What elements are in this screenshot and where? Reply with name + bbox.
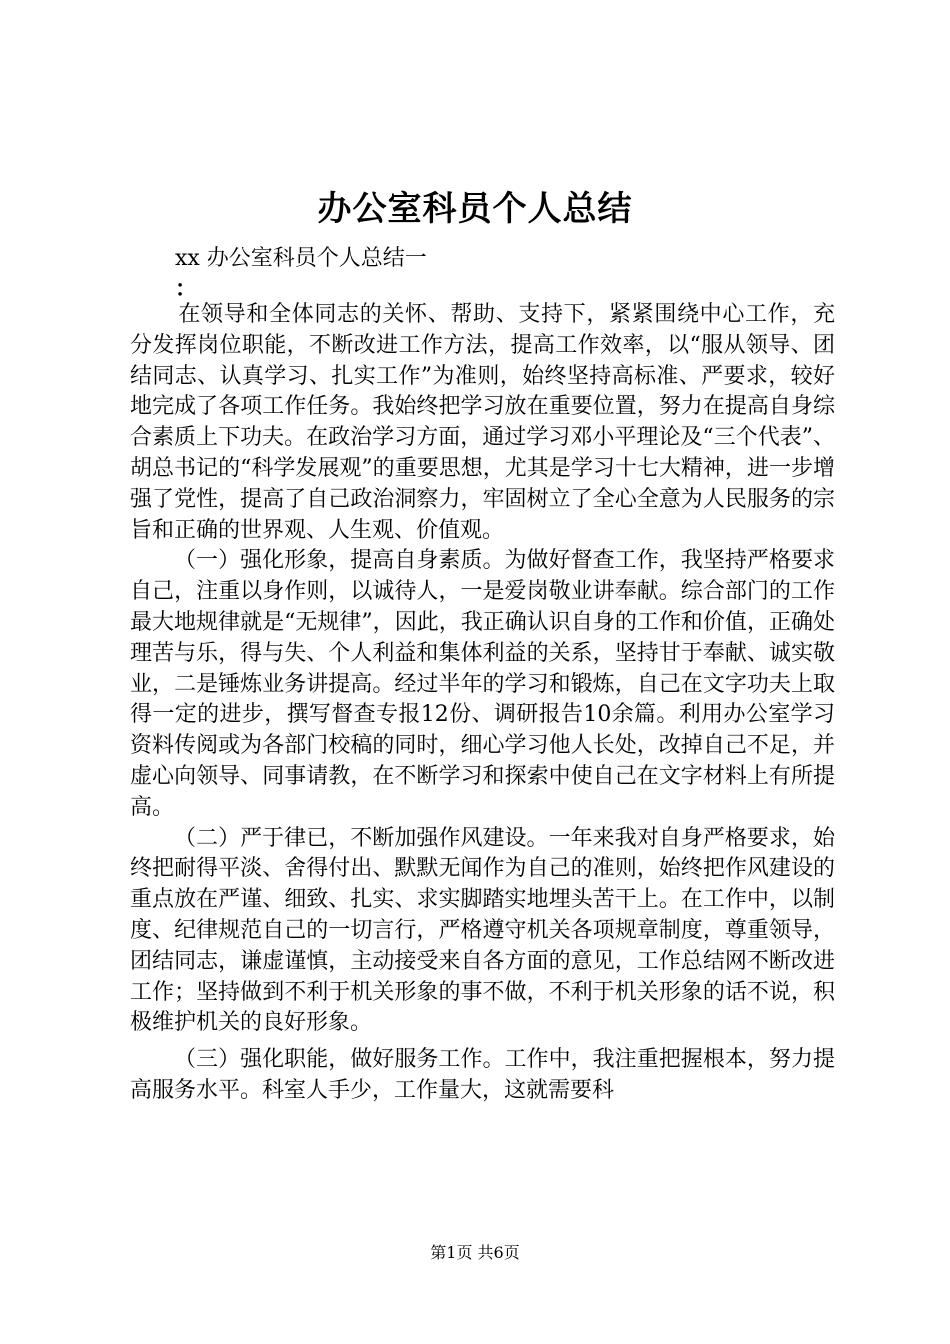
page-footer: 第1页 共6页 [430, 1243, 520, 1262]
document-title: 办公室科员个人总结 [317, 189, 633, 229]
document-body [130, 300, 835, 1107]
document-subtitle: xx 办公室科员个人总结一 [175, 246, 427, 271]
paragraph-section-1: （一）强化形象，提高自身素质。为做好督查工作，我坚持严格要求自己，注重以身作则，以诚待人，一是爱岗敬业讲奉献。综合部门的工作最大地规律就是“无规律”，因此，我正确认识自身的工作和价值，正确处理苦与乐，得与失、个人利益和集体利益的关系，坚持甘于奉献、诚实敬业，二是锤炼业务讲提高。经过半年的学习和锻炼，自己在文字功夫上取得一定的进步，撰写督查专报12份、调研报告10余篇。利用办公室学习资料传阅或为各部门校稿的同时，细心学习他人长处，改掉自己不足，并虚心向领导、同事请教，在不断学习和探索中使自己在文字材料上有所提高。 [130, 548, 835, 820]
paragraph-section-2: （二）严于律已，不断加强作风建设。一年来我对自身严格要求，始终把耐得平淡、舍得付出、默默无闻作为自己的准则，始终把作风建设的重点放在严谨、细致、扎实、求实脚踏实地埋头苦干上。在工作中，以制度、纪律规范自己的一切言行，严格遵守机关各项规章制度，尊重领导，团结同志，谦虚谨慎，主动接受来自各方面的意见，工作总结网不断改进工作；坚持做到不利于机关形象的事不做，不利于机关形象的话不说，积极维护机关的良好形象。 [130, 825, 835, 1036]
paragraph-intro: 在领导和全体同志的关怀、帮助、支持下，紧紧围绕中心工作，充分发挥岗位职能，不断改进工作方法，提高工作效率，以“服从领导、团结同志、认真学习、扎实工作”为准则，始终坚持高标准、严要求，较好地完成了各项工作任务。我始终把学习放在重要位置，努力在提高自身综合素质上下功夫。在政治学习方面，通过学习邓小平理论及“三个代表”、胡总书记的“科学发展观”的重要思想，尤其是学习十七大精神，进一步增强了党性，提高了自己政治洞察力，牢固树立了全心全意为人民服务的宗旨和正确的世界观、人生观、价值观。 [130, 302, 835, 543]
paragraph-section-3: （三）强化职能，做好服务工作。工作中，我注重把握根本，努力提高服务水平。科室人手少，工作量大，这就需要科 [130, 1047, 835, 1103]
subtitle-colon: ： [175, 276, 198, 302]
